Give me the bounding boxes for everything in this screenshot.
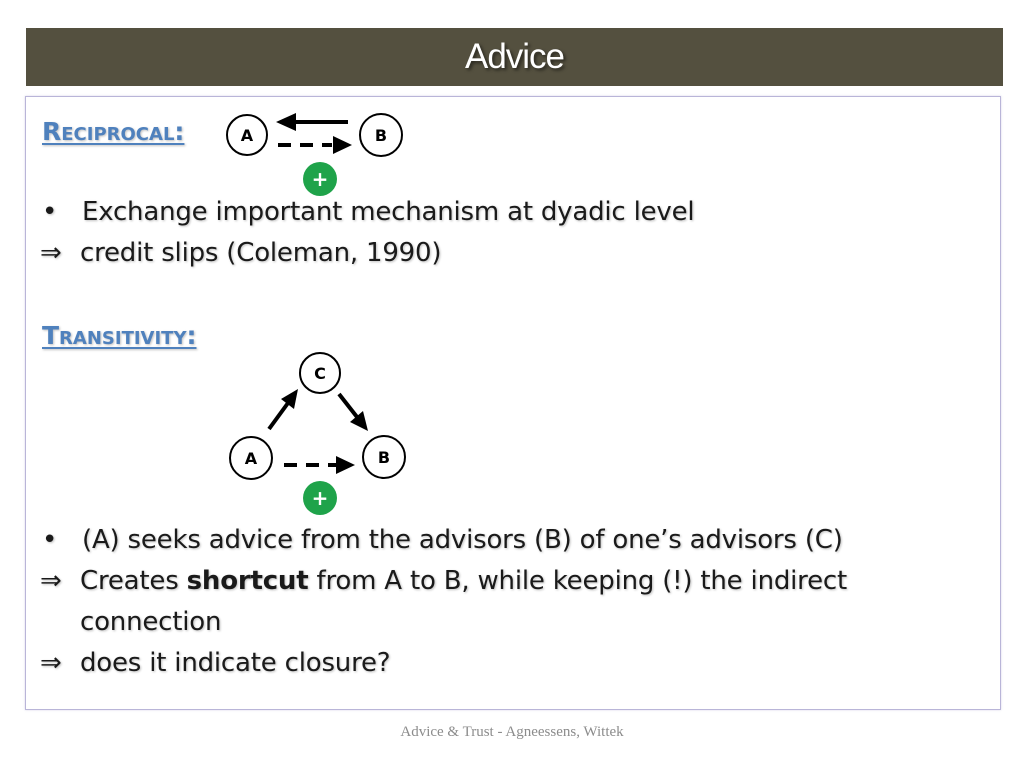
transitivity-bullet-text: (A) seeks advice from the advisors (B) of one’s advisors (C) [82,525,843,555]
transitivity-node-c-label: C [314,364,326,383]
slide-title: Advice [26,28,1003,86]
transitivity-implication-2-text: does it indicate closure? [80,648,391,678]
transitivity-arrow-c-b [339,394,357,417]
implication-post: from A to B, while keeping (!) the indirect [308,566,847,596]
transitivity-implication-1-text [80,566,847,596]
reciprocal-heading: Reciprocal: [42,117,185,146]
bullet-marker: • [42,525,58,555]
transitivity-plus-label: + [311,486,329,510]
reciprocal-plus-label: + [311,167,329,191]
transitivity-node-b-label: B [377,448,391,467]
implies-arrow-icon: ⇒ [40,238,62,268]
implies-arrow-icon: ⇒ [40,648,62,678]
reciprocal-implication-text: credit slips (Coleman, 1990) [80,238,442,268]
reciprocal-solid-arrowhead [276,113,296,131]
slide-footer: Advice & Trust - Agneessens, Wittek [400,724,624,740]
reciprocal-node-b-label: B [374,126,388,145]
reciprocal-node-a-label: A [240,126,254,145]
transitivity-node-a-label: A [244,449,258,468]
reciprocal-bullet-text: Exchange important mechanism at dyadic level [82,197,695,227]
transitivity-implication-1-cont-text: connection [80,607,222,637]
transitivity-arrow-a-c [269,403,288,429]
implies-arrow-icon: ⇒ [40,566,62,596]
implication-pre: Creates [80,566,187,596]
reciprocal-dashed-arrowhead [333,136,352,154]
transitivity-heading: Transitivity: [42,321,197,350]
transitivity-dashed-arrowhead [336,456,355,474]
bullet-marker: • [42,197,58,227]
implication-bold: shortcut [186,566,309,596]
